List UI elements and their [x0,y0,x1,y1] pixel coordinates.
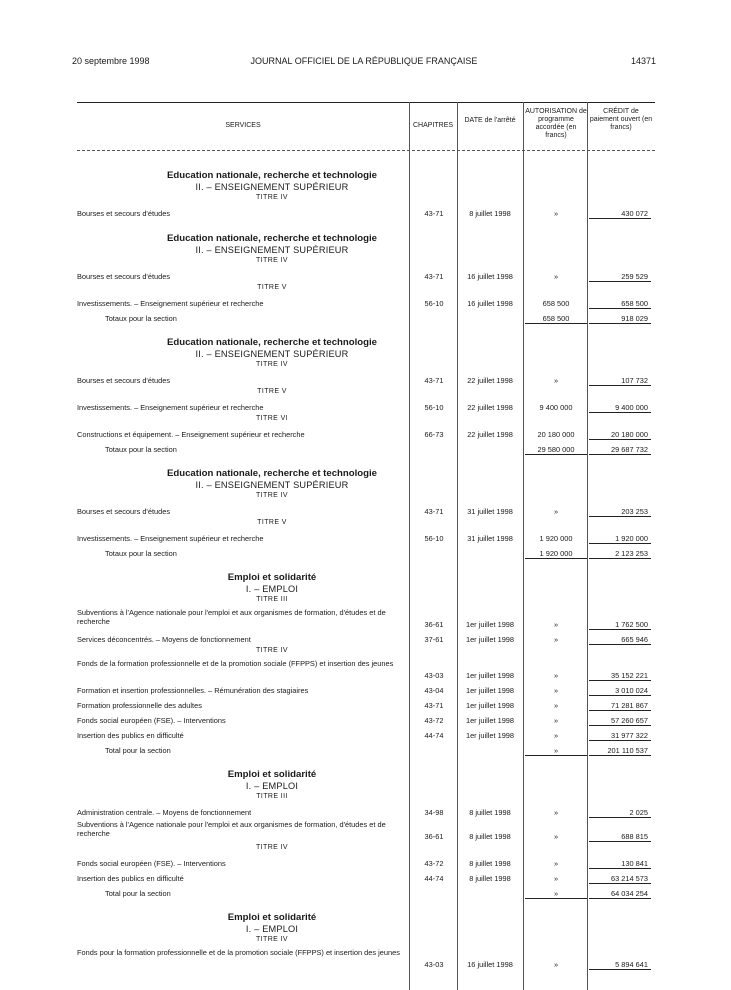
total-autorisation: 1 920 000 [525,549,587,559]
table-row [77,871,655,886]
row-chapitre: 43-72 [424,859,444,868]
titre-heading [77,415,467,427]
section-subtitle [77,349,467,361]
total-label: Total pour la section [105,889,171,898]
section-subtitle [77,245,467,257]
row-credit: 71 281 867 [589,701,651,711]
row-autorisation: » [553,874,559,883]
titre-heading [77,793,467,805]
row-label: Administration centrale. – Moyens de fonctionnement [77,808,252,817]
section-title-text: Education nationale, recherche et technologie [166,337,378,348]
total-autorisation: 29 580 000 [525,445,587,455]
section-total-row [77,311,655,325]
titre-heading-text: TITRE IV [256,492,288,499]
column-header-services: SERVICES [225,122,261,129]
table-row [77,948,655,972]
total-credit: 201 110 537 [589,746,651,756]
row-autorisation: » [553,808,559,817]
column-header-date: DATE de l'arrêté [464,117,516,124]
row-date: 1er juillet 1998 [465,716,515,725]
column-header-autorisation: AUTORISATION de programme accordée (en francs) [525,108,587,139]
row-autorisation: » [553,716,559,725]
section-spacer [77,560,655,572]
row-chapitre: 43-71 [424,376,444,385]
row-credit: 63 214 573 [589,874,651,884]
table-row [77,805,655,820]
table-row [77,698,655,713]
row-label: Services déconcentrés. – Moyens de fonctionnement [77,635,251,644]
row-autorisation: » [553,832,559,841]
row-label: Fonds pour la formation professionnelle et de la promotion sociale (FFPPS) et insertion des jeunes [77,948,400,957]
row-chapitre: 36-61 [424,620,444,629]
row-autorisation: » [553,507,559,516]
row-credit: 2 025 [589,808,651,818]
row-label: Bourses et secours d'études [77,376,171,385]
row-credit: 31 977 322 [589,731,651,741]
row-date: 22 juillet 1998 [467,430,513,439]
section-total-row [77,886,655,900]
row-chapitre: 37-61 [424,635,444,644]
section-title-text: Emploi et solidarité [227,912,317,923]
table-row [77,296,655,311]
row-credit: 688 815 [589,832,651,842]
titre-heading [77,194,467,206]
table-row [77,504,655,519]
section-subtitle [77,480,467,492]
section-subtitle-text: II. – ENSEIGNEMENT SUPÉRIEUR [195,480,349,490]
row-chapitre: 43-72 [424,716,444,725]
titre-heading [77,936,467,948]
section-title [77,233,467,245]
total-credit: 29 687 732 [589,445,651,455]
row-autorisation: 1 920 000 [539,534,573,543]
row-chapitre: 43-03 [424,960,444,969]
row-date: 1er juillet 1998 [465,635,515,644]
row-autorisation: » [553,671,559,680]
column-header-credit: CRÉDIT de paiement ouvert (en francs) [589,108,653,131]
titre-heading [77,284,467,296]
row-chapitre: 43-71 [424,701,444,710]
row-autorisation: » [553,620,559,629]
header-journal-title: JOURNAL OFFICIEL DE LA RÉPUBLIQUE FRANÇAISE [250,56,478,66]
section-spacer [77,221,655,233]
table-row [77,728,655,743]
total-credit: 2 123 253 [589,549,651,559]
table-top-rule [77,102,655,103]
row-label: Fonds social européen (FSE). – Interventions [77,859,226,868]
section-subtitle [77,584,467,596]
row-label: Insertion des publics en difficulté [77,874,184,883]
table-row [77,659,655,683]
row-label: Subventions à l'Agence nationale pour l'emploi et aux organismes de formation, d'études et de recherche [77,820,386,838]
section-spacer [77,456,655,468]
row-date: 1er juillet 1998 [465,671,515,680]
row-credit: 20 180 000 [589,430,651,440]
row-autorisation: 658 500 [542,299,570,308]
section-subtitle-text: II. – ENSEIGNEMENT SUPÉRIEUR [195,182,349,192]
row-credit: 1 920 000 [589,534,651,544]
section-total-row [77,442,655,456]
row-autorisation: » [553,376,559,385]
section-subtitle-text: II. – ENSEIGNEMENT SUPÉRIEUR [195,349,349,359]
row-credit: 1 762 500 [589,620,651,630]
header-page-number: 14371 [630,56,656,66]
row-date: 31 juillet 1998 [467,507,513,516]
titre-heading [77,519,467,531]
row-label: Constructions et équipement. – Enseignement supérieur et recherche [77,430,305,439]
section-subtitle [77,781,467,793]
row-label: Bourses et secours d'études [77,272,171,281]
credits-table [77,102,655,990]
row-credit: 203 253 [589,507,651,517]
section-subtitle-text: I. – EMPLOI [245,781,299,791]
row-date: 8 juillet 1998 [469,874,511,883]
section-subtitle-text: I. – EMPLOI [245,924,299,934]
row-date: 8 juillet 1998 [469,209,511,218]
row-label: Investissements. – Enseignement supérieur et recherche [77,534,264,543]
section-subtitle-text: II. – ENSEIGNEMENT SUPÉRIEUR [195,245,349,255]
titre-heading [77,596,467,608]
row-credit: 3 010 024 [589,686,651,696]
table-row [77,531,655,546]
table-row [77,400,655,415]
titre-heading-text: TITRE V [257,284,287,291]
row-chapitre: 43-71 [424,209,444,218]
row-autorisation: » [553,209,559,218]
section-subtitle [77,182,467,194]
row-label: Formation et insertion professionnelles. – Rémunération des stagiaires [77,686,309,695]
titre-heading-text: TITRE V [257,388,287,395]
row-autorisation: » [553,731,559,740]
row-credit: 658 500 [589,299,651,309]
section-title [77,769,467,781]
row-date: 8 juillet 1998 [469,832,511,841]
titre-heading [77,257,467,269]
total-autorisation: 658 500 [525,314,587,324]
section-title [77,572,467,584]
row-date: 1er juillet 1998 [465,620,515,629]
section-title-text: Emploi et solidarité [227,769,317,780]
total-label: Totaux pour la section [105,314,177,323]
table-row [77,206,655,221]
table-row [77,632,655,647]
section-title [77,170,467,182]
row-chapitre: 44-74 [424,731,444,740]
table-row [77,427,655,442]
row-date: 16 juillet 1998 [467,299,513,308]
total-label: Total pour la section [105,746,171,755]
row-chapitre: 43-03 [424,671,444,680]
section-title-text: Education nationale, recherche et technologie [166,170,378,181]
row-label: Fonds social européen (FSE). – Interventions [77,716,226,725]
row-chapitre: 43-04 [424,686,444,695]
section-spacer [77,900,655,912]
row-credit: 665 946 [589,635,651,645]
section-spacer [77,162,655,170]
row-label: Investissements. – Enseignement supérieur et recherche [77,403,264,412]
row-chapitre: 66-73 [424,430,444,439]
section-spacer [77,757,655,769]
section-title [77,912,467,924]
row-date: 31 juillet 1998 [467,534,513,543]
row-autorisation: » [553,686,559,695]
row-autorisation: » [553,960,559,969]
titre-heading-text: TITRE IV [256,361,288,368]
table-row [77,683,655,698]
column-header-chapitres: CHAPITRES [412,122,454,129]
row-credit: 259 529 [589,272,651,282]
section-title-text: Education nationale, recherche et technologie [166,468,378,479]
row-autorisation: 9 400 000 [539,403,573,412]
row-chapitre: 34-98 [424,808,444,817]
row-chapitre: 43-71 [424,507,444,516]
table-body [77,162,655,972]
row-date: 8 juillet 1998 [469,808,511,817]
row-credit: 9 400 000 [589,403,651,413]
section-total-row [77,743,655,757]
row-label: Subventions à l'Agence nationale pour l'emploi et aux organismes de formation, d'études et de recherche [77,608,386,626]
table-header-rule [77,150,655,151]
total-credit: 918 029 [589,314,651,324]
section-title [77,337,467,349]
row-date: 1er juillet 1998 [465,686,515,695]
table-row [77,820,655,844]
row-credit: 5 894 641 [589,960,651,970]
row-date: 16 juillet 1998 [467,960,513,969]
row-autorisation: » [553,272,559,281]
titre-heading-text: TITRE V [257,519,287,526]
row-date: 1er juillet 1998 [465,731,515,740]
titre-heading [77,361,467,373]
row-label: Bourses et secours d'études [77,209,171,218]
row-autorisation: » [553,859,559,868]
row-credit: 430 072 [589,209,651,219]
row-chapitre: 56-10 [424,403,444,412]
section-title-text: Emploi et solidarité [227,572,317,583]
row-chapitre: 44-74 [424,874,444,883]
total-autorisation: » [525,746,587,756]
row-credit: 35 152 221 [589,671,651,681]
row-date: 22 juillet 1998 [467,403,513,412]
row-date: 22 juillet 1998 [467,376,513,385]
row-date: 16 juillet 1998 [467,272,513,281]
section-total-row [77,546,655,560]
row-autorisation: » [553,635,559,644]
titre-heading [77,492,467,504]
row-chapitre: 56-10 [424,299,444,308]
row-label: Formation professionnelle des adultes [77,701,202,710]
table-row [77,608,655,632]
section-spacer [77,325,655,337]
row-credit: 107 732 [589,376,651,386]
titre-heading-text: TITRE IV [256,647,288,654]
section-title [77,468,467,480]
row-credit: 130 841 [589,859,651,869]
row-chapitre: 43-71 [424,272,444,281]
row-date: 1er juillet 1998 [465,701,515,710]
row-credit: 57 260 657 [589,716,651,726]
total-credit: 64 034 254 [589,889,651,899]
total-autorisation: » [525,889,587,899]
section-subtitle [77,924,467,936]
row-date: 8 juillet 1998 [469,859,511,868]
titre-heading-text: TITRE III [256,596,288,603]
table-row [77,713,655,728]
row-label: Insertion des publics en difficulté [77,731,184,740]
titre-heading [77,647,467,659]
total-label: Totaux pour la section [105,549,177,558]
titre-heading-text: TITRE IV [256,844,288,851]
section-subtitle-text: I. – EMPLOI [245,584,299,594]
row-label: Fonds de la formation professionnelle et de la promotion sociale (FFPPS) et insertion des jeunes [77,659,394,668]
row-autorisation: 20 180 000 [537,430,575,439]
titre-heading-text: TITRE VI [256,415,288,422]
row-chapitre: 36-61 [424,832,444,841]
total-label: Totaux pour la section [105,445,177,454]
row-chapitre: 56-10 [424,534,444,543]
table-row [77,269,655,284]
table-row [77,373,655,388]
table-row [77,856,655,871]
titre-heading-text: TITRE IV [256,194,288,201]
titre-heading-text: TITRE IV [256,936,288,943]
row-autorisation: » [553,701,559,710]
row-label: Bourses et secours d'études [77,507,171,516]
titre-heading [77,388,467,400]
header-date: 20 septembre 1998 [72,56,150,66]
titre-heading-text: TITRE III [256,793,288,800]
titre-heading [77,844,467,856]
row-label: Investissements. – Enseignement supérieur et recherche [77,299,264,308]
section-title-text: Education nationale, recherche et technologie [166,233,378,244]
titre-heading-text: TITRE IV [256,257,288,264]
page-header [72,56,656,68]
